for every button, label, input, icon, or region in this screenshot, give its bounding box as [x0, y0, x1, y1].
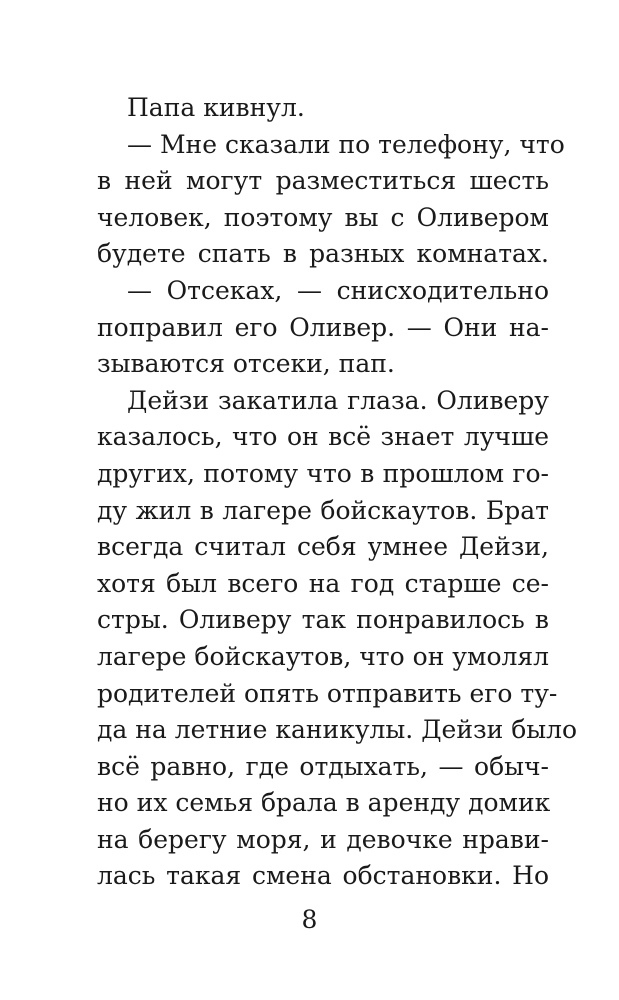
text-line: да на летние каникулы. Дейзи было — [97, 715, 578, 745]
text-line: зываются отсеки, пап. — [97, 349, 395, 379]
text-line: поправил его Оливер. — Они на- — [97, 312, 549, 342]
text-line: стры. Оливеру так понравилось в — [97, 605, 549, 635]
paragraph — [97, 127, 565, 273]
paragraph — [97, 90, 549, 127]
text-line: человек, поэтому вы с Оливером — [97, 202, 549, 232]
text-line: всегда считал себя умнее Дейзи, — [97, 532, 549, 562]
text-line: родителей опять отправить его ту- — [97, 678, 558, 708]
text-line: в ней могут разместиться шесть — [97, 166, 549, 196]
text-line: лагере бойскаутов, что он умолял — [97, 641, 550, 671]
text-line: хотя был всего на год старше се- — [97, 568, 549, 598]
text-line: лась такая смена обстановки. Но — [97, 861, 549, 891]
body-text — [97, 90, 578, 895]
text-line: но их семья брала в аренду домик — [97, 788, 551, 818]
text-line: — Отсеках, — снисходительно — [127, 275, 549, 305]
text-line: казалось, что он всё знает лучше — [97, 422, 549, 452]
text-line: Дейзи закатила глаза. Оливеру — [127, 385, 549, 415]
text-line: других, потому что в прошлом го- — [97, 458, 549, 488]
text-line: всё равно, где отдыхать, — обыч- — [97, 751, 549, 781]
text-line: — Мне сказали по телефону, что — [127, 129, 565, 159]
text-line: ду жил в лагере бойскаутов. Брат — [97, 495, 549, 525]
text-line: Папа кивнул. — [127, 93, 305, 122]
paragraph — [97, 273, 549, 383]
text-line: на берегу моря, и девочке нрави- — [97, 824, 549, 854]
paragraph — [97, 383, 578, 895]
page-number: 8 — [301, 905, 318, 934]
text-line: будете спать в разных комнатах. — [97, 239, 549, 269]
